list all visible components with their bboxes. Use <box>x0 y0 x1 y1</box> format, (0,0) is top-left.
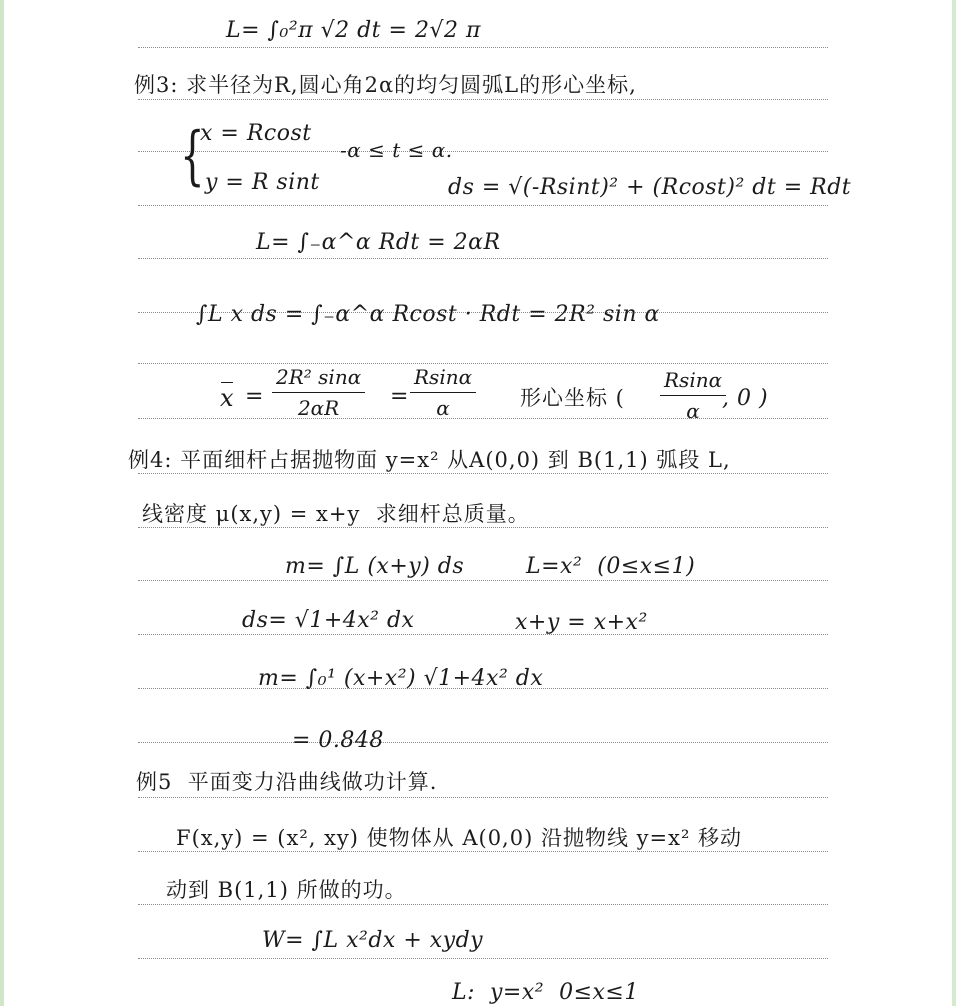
work-curve-definition: L: y=x² 0≤x≤1 <box>452 980 639 1005</box>
ruled-line <box>138 99 828 100</box>
work-integral: W= ∫L x²dx + xydy <box>262 928 484 953</box>
ruled-line <box>138 634 828 635</box>
equation-arc-length-result: L= ∫₀²ᴨ √2 dt = 2√2 π <box>226 18 481 43</box>
curve-definition: L=x² (0≤x≤1) <box>526 554 696 579</box>
page-frame-left <box>0 0 4 1006</box>
equals-sign: = <box>245 384 264 409</box>
fraction-denominator: 2αR <box>297 396 340 420</box>
fraction-centroid-3 <box>660 368 726 423</box>
mass-result: = 0.848 <box>292 728 384 753</box>
density-substitution: x+y = x+x² <box>515 610 648 635</box>
example-4-heading: 例4: 平面细杆占据抛物面 y=x² 从A(0,0) 到 B(1,1) 弧段 L, <box>128 448 731 472</box>
example-3-heading: 例3: 求半径为R,圆心角2α的均匀圆弧L的形心坐标, <box>134 73 637 97</box>
fraction-numerator: Rsinα <box>410 365 476 393</box>
param-x-equation: x = Rcost <box>200 121 312 146</box>
fraction-centroid-1 <box>272 365 365 420</box>
fraction-centroid-2 <box>410 365 476 420</box>
arc-length-integral: L= ∫₋α^α Rdt = 2αR <box>256 230 501 255</box>
ruled-line <box>138 205 828 206</box>
ruled-line <box>138 151 828 152</box>
ruled-line <box>138 47 828 48</box>
fraction-numerator: 2R² sinα <box>272 365 365 393</box>
fraction-denominator: α <box>686 399 700 423</box>
ruled-line <box>138 473 828 474</box>
ruled-line <box>138 851 828 852</box>
centroid-label: 形心坐标 ( <box>520 386 625 410</box>
ruled-line <box>138 742 828 743</box>
example-5-path: 动到 B(1,1) 所做的功。 <box>166 878 407 902</box>
fraction-numerator: Rsinα <box>660 368 726 396</box>
ruled-line <box>138 363 828 364</box>
x-bar-symbol: x <box>220 384 234 412</box>
ruled-line <box>138 797 828 798</box>
ruled-line <box>138 580 828 581</box>
example-5-force: F(x,y) = (x², xy) 使物体从 A(0,0) 沿抛物线 y=x² 移动 <box>176 826 743 850</box>
system-brace: { <box>180 119 205 193</box>
centroid-tail: , 0 ) <box>722 386 769 411</box>
ruled-line <box>138 958 828 959</box>
equals-sign: = <box>390 384 409 409</box>
page-frame-right <box>952 0 956 1006</box>
example-4-density: 线密度 μ(x,y) = x+y 求细杆总质量。 <box>142 502 530 526</box>
param-range: -α ≤ t ≤ α. <box>340 138 453 162</box>
ds-parabola: ds= √1+4x² dx <box>242 608 415 633</box>
moment-integral: ∫L x ds = ∫₋α^α Rcost · Rdt = 2R² sin α <box>196 302 660 327</box>
ruled-line <box>138 258 828 259</box>
ds-equation: ds = √(-Rsint)² + (Rcost)² dt = Rdt <box>448 175 852 200</box>
example-5-heading: 例5 平面变力沿曲线做功计算. <box>136 770 438 794</box>
param-y-equation: y = R sint <box>205 170 320 195</box>
ruled-line <box>138 527 828 528</box>
mass-definite-integral: m= ∫₀¹ (x+x²) √1+4x² dx <box>258 666 544 691</box>
ruled-line <box>138 904 828 905</box>
mass-integral: m= ∫L (x+y) ds <box>285 554 465 579</box>
fraction-denominator: α <box>436 396 450 420</box>
